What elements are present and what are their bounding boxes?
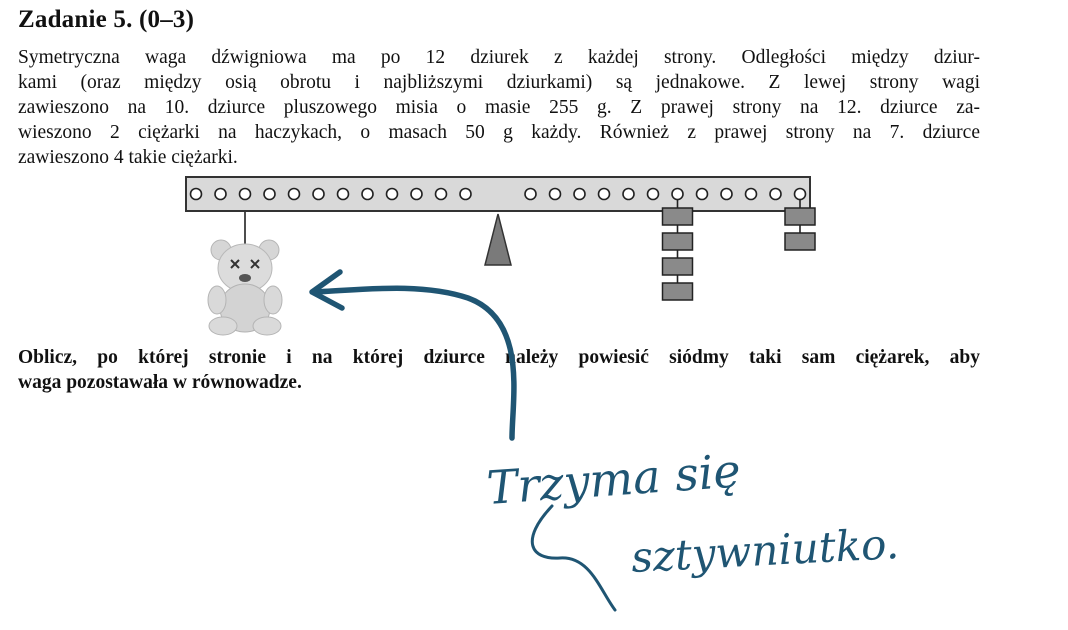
description-line: kami (oraz między osią obrotu i najbliższymi dziurkami) są jednakowe. Z lewej strony wagi — [18, 72, 980, 93]
arrow-curve — [314, 288, 514, 438]
hook-stroke — [532, 506, 615, 610]
task-title: Zadanie 5. (0–3) — [18, 6, 195, 33]
description-line: wieszono 2 ciężarki na haczykach, o masach 50 g każdy. Również z prawej strony na 7. dziurce — [18, 122, 980, 143]
description-line: zawieszono 4 takie ciężarki. — [18, 147, 238, 168]
description-line: zawieszono na 10. dziurce pluszowego misia o masie 255 g. Z prawej strony na 12. dziurce za- — [18, 97, 980, 118]
question-line: Oblicz, po której stronie i na której dziurce należy powiesić siódmy taki sam ciężarek, aby — [18, 347, 980, 368]
annotation-line-2: sztywniutko. — [629, 519, 901, 582]
annotation-line-1: Trzyma się — [485, 443, 743, 515]
question-line: waga pozostawała w równowadze. — [18, 372, 302, 393]
description-line: Symetryczna waga dźwigniowa ma po 12 dziurek z każdej strony. Odległości między dziur- — [18, 47, 980, 68]
